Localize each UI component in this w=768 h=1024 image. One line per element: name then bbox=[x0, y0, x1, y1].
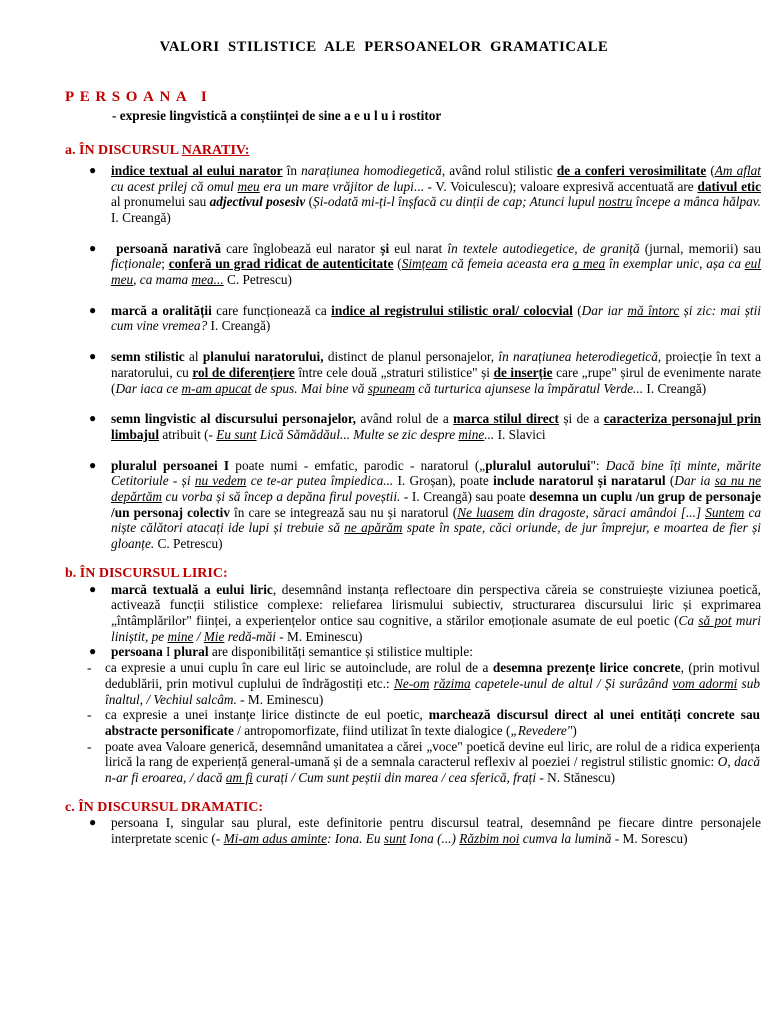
text-run: I. Creangă) bbox=[643, 380, 707, 396]
text-run: persoana I, singular sau plural, este definitorie pentru discursul teatral, desemnând pe fiecare dintre personajele interpretate scenic (- bbox=[111, 815, 761, 847]
text-run: era un mare vrăjitor de lupi bbox=[259, 178, 414, 194]
persona-heading: PERSOANA I bbox=[65, 88, 213, 105]
bullet-icon: ● bbox=[89, 162, 97, 177]
dash-marker: - bbox=[87, 738, 92, 754]
text-run: I bbox=[162, 644, 174, 660]
text-run: ca expresie a unui cuplu în care eul liric se autoinclude, are rolul de a bbox=[105, 660, 493, 676]
text-run: Dar iar bbox=[581, 302, 628, 318]
text-run: desemna prezențe lirice concrete bbox=[492, 660, 681, 676]
text-run: din dragoste, săraci amândoi [...] bbox=[513, 504, 706, 520]
text-run: și bbox=[380, 240, 390, 256]
text-run: / bbox=[193, 628, 204, 644]
bullet-icon: ● bbox=[89, 240, 97, 255]
list-item bbox=[0, 163, 768, 226]
text-run: semn stilistic bbox=[111, 349, 185, 365]
text-run: și de a bbox=[558, 411, 604, 427]
text-run: , (prin motivul dedublării, prin motivul cuplului de îndrăgostiți etc.: bbox=[105, 660, 760, 691]
list-item bbox=[0, 241, 768, 288]
text-run: că turturica ajunsese la împăratul Verde... bbox=[414, 380, 644, 396]
text-run: persoana bbox=[111, 644, 163, 660]
section-heading-dramatic: c. ÎN DISCURSUL DRAMATIC: bbox=[65, 799, 264, 815]
text-run: meu bbox=[237, 178, 260, 194]
text-run: - N. Stănescu) bbox=[536, 770, 616, 786]
text-run: sa nu ne depărtăm bbox=[111, 473, 761, 505]
text-run: ca expresie a unei instanțe lirice distincte de eul poetic, bbox=[105, 707, 429, 723]
text-run: marca stilul direct bbox=[453, 411, 559, 427]
text-run: ( bbox=[665, 473, 675, 489]
text-run: Iona (...) bbox=[406, 831, 460, 847]
text-run: redă-măi bbox=[224, 628, 276, 644]
text-run: al bbox=[184, 349, 203, 365]
text-run: în bbox=[282, 162, 302, 178]
list-item bbox=[0, 303, 768, 334]
text-run: având rolul de a bbox=[355, 411, 454, 427]
text-run: poate avea Valoare generică, desemnând umanitatea a cărei „voce" poetică devine eul liric, are rolul de a ridica experiența lirică la rang de experiență general-umană și de a semnala caracterul reflexiv al poeziei / registrul stilistic gnomic: bbox=[105, 738, 760, 770]
text-run: - M. Eminescu) bbox=[236, 691, 324, 707]
dash-item bbox=[0, 739, 768, 786]
text-run: și zic: mai știi cum vine vremea? bbox=[111, 302, 761, 334]
text-run: - I. Creangă) sau poate bbox=[400, 489, 530, 505]
text-run: care „rupe" șirul de evenimente narate ( bbox=[111, 364, 761, 396]
text-run: nu vedem bbox=[194, 473, 247, 489]
text-run: al pronumelui sau bbox=[111, 194, 210, 210]
bullet-icon: ● bbox=[89, 349, 97, 364]
dash-item bbox=[0, 660, 768, 707]
text-run: că femeia aceasta era bbox=[447, 256, 573, 272]
text-run: adjectivul posesiv bbox=[209, 194, 306, 210]
text-run: cu vorba și să încep a depăna firul poveștii. bbox=[161, 489, 401, 505]
text-run: I. Slavici bbox=[494, 426, 546, 442]
dash-marker: - bbox=[87, 707, 92, 723]
text-run: I. Creangă) bbox=[207, 318, 271, 334]
text-run: nostru bbox=[598, 194, 633, 210]
text-run: O, dacă n-ar fi eroarea, / dacă bbox=[105, 754, 760, 786]
list-item bbox=[0, 411, 768, 442]
text-run: să pot bbox=[698, 612, 732, 628]
text-run: spate în spate, căci oriunde, de jur împrejur, e moartea de fier și gloanțe. bbox=[111, 520, 761, 552]
text-run: (jurnal, memorii) sau bbox=[639, 240, 761, 256]
section-heading-liric: b. ÎN DISCURSUL LIRIC: bbox=[65, 565, 228, 581]
text-run: ( bbox=[572, 302, 582, 318]
text-run: indice al registrului stilistic oral/ colocvial bbox=[331, 302, 573, 318]
bullet-icon: ● bbox=[89, 302, 97, 317]
text-run: de a conferi verosimilitate bbox=[556, 162, 707, 178]
bullet-icon: ● bbox=[89, 457, 97, 472]
list-item bbox=[0, 458, 768, 552]
text-run: , desemnând instanța reflectoare din perspectiva căreia se construiește viziunea poetică, activează funcții stilistice complexe: reliefarea lirismului subiectiv, structurarea discursului liric și exprimarea „întâmplărilor" ființei, a experiențelor ontice sau cognitive, a stărilor emoționale asumate de eul poetic ( bbox=[111, 581, 761, 628]
bullet-icon: ● bbox=[89, 411, 97, 426]
text-run: mă întorc bbox=[627, 302, 680, 318]
text-run: Suntem bbox=[705, 504, 745, 520]
text-run: , ca mama bbox=[133, 272, 192, 288]
text-run: persoană narativă bbox=[116, 240, 221, 256]
section-heading-narativ bbox=[65, 143, 768, 159]
text-run: - M. Eminescu) bbox=[275, 628, 363, 644]
dash-marker: - bbox=[87, 660, 92, 676]
text-run: pluralul persoanei I bbox=[111, 457, 230, 473]
text-run: , având rolul stilistic bbox=[441, 162, 557, 178]
text-run: Am aflat bbox=[714, 162, 762, 178]
text-run: ca niște călători atacați ide lupi și trebuie să bbox=[111, 504, 762, 536]
text-run: Mi-am adus aminte bbox=[223, 831, 328, 847]
text-run: sunt bbox=[383, 831, 407, 847]
text-run: distinct de planul personajelor, bbox=[323, 349, 499, 365]
text-run: Eu sunt bbox=[216, 426, 257, 442]
text-run: începe a mânca hălpav. bbox=[632, 194, 761, 210]
text-run: cu acest prilej că omul bbox=[111, 178, 238, 194]
section-heading-underlined: NARATIV: bbox=[181, 143, 250, 159]
text-run: vom adormi bbox=[672, 675, 738, 691]
text-run: ) bbox=[572, 722, 577, 738]
text-run: mine bbox=[167, 628, 194, 644]
text-run: m-am apucat bbox=[181, 380, 252, 396]
text-run: Ca bbox=[678, 612, 699, 628]
text-run: I. Creangă) bbox=[111, 209, 171, 225]
text-run: care funcționează ca bbox=[211, 302, 332, 318]
text-run: Și-odată mi-ți-l înșfacă cu dinții de cap; Atunci lupul bbox=[313, 194, 599, 210]
text-run: ... bbox=[484, 426, 495, 442]
text-run: Dar iaca ce bbox=[115, 380, 182, 396]
text-run: Simțeam bbox=[401, 256, 448, 272]
text-run: plural bbox=[173, 644, 209, 660]
text-run: rol de diferențiere bbox=[192, 364, 295, 380]
text-run: planului naratorului, bbox=[202, 349, 324, 365]
list-item bbox=[0, 644, 768, 660]
text-run: Lică Sămădăul... Multe se zic despre bbox=[256, 426, 459, 442]
text-run: Ne-om bbox=[393, 675, 430, 691]
text-run: mine bbox=[458, 426, 485, 442]
text-run: mea... bbox=[191, 272, 224, 288]
text-run: poate numi - emfatic, parodic - naratorul („ bbox=[229, 457, 486, 473]
text-run: Răzbim noi bbox=[459, 831, 520, 847]
text-run: în exemplar unic, așa ca bbox=[605, 256, 745, 272]
text-run: în care se integrează sau nu și naratorul ( bbox=[229, 504, 458, 520]
text-run: are disponibilități semantice și stilistice multiple: bbox=[208, 644, 473, 660]
text-run: capetele-unul de altul / Și surâzând bbox=[470, 675, 673, 691]
text-run: Dacă bine îți minte, mărite Cetitoriule - și bbox=[111, 457, 762, 489]
text-run: include naratorul și naratarul bbox=[493, 473, 666, 489]
text-run: caracteriza personajul prin limbajul bbox=[111, 411, 761, 442]
text-run: conferă un grad ridicat de autenticitate bbox=[168, 256, 394, 272]
text-run: I. Groșan), poate bbox=[393, 473, 494, 489]
text-run: ( bbox=[706, 162, 715, 178]
persona-subtitle: - expresie lingvistică a conștiinței de sine a e u l u i rostitor bbox=[112, 108, 442, 124]
text-run: ne apărăm bbox=[344, 520, 403, 536]
text-run: în textele autodiegetice, de graniță bbox=[447, 240, 640, 256]
text-run: sub înaltul, / Vechiul salcâm. bbox=[105, 675, 760, 707]
text-run: Dar ia bbox=[674, 473, 715, 489]
text-run: eul narat bbox=[389, 240, 448, 256]
text-run: ( bbox=[393, 256, 402, 272]
list-item bbox=[0, 349, 768, 396]
text-run: între cele două „straturi stilistice" și bbox=[294, 364, 494, 380]
text-run: ... - V. Voiculescu); valoare expresivă accentuată are bbox=[413, 178, 698, 194]
text-run: C. Petrescu) bbox=[223, 272, 292, 288]
text-run: marcă a oralității bbox=[111, 302, 212, 318]
text-run: spuneam bbox=[367, 380, 415, 396]
text-run: / antropomorfizate, fiind utilizat în texte dialogice ( bbox=[233, 722, 511, 738]
dash-item bbox=[0, 707, 768, 738]
text-run: răzima bbox=[433, 675, 471, 691]
bullet-icon: ● bbox=[89, 644, 97, 659]
bullet-icon: ● bbox=[89, 815, 97, 830]
text-run: ( bbox=[305, 194, 314, 210]
text-run: ; bbox=[161, 256, 169, 272]
text-run: eul meu bbox=[111, 256, 761, 288]
text-run: semn lingvistic al discursului personajelor, bbox=[111, 411, 356, 427]
text-run: care înglobează eul narator bbox=[221, 240, 381, 256]
list-item bbox=[0, 815, 768, 846]
page-title: VALORI STILISTICE ALE PERSOANELOR GRAMATICALE bbox=[159, 39, 609, 55]
text-run: dativul etic bbox=[697, 178, 762, 194]
text-run: în narațiunea heterodiegetică bbox=[498, 349, 658, 365]
bullet-icon: ● bbox=[89, 581, 97, 596]
text-run: , proiecție în text a naratorului, cu bbox=[111, 349, 761, 380]
bold-term: indice textual al eului narator bbox=[111, 162, 283, 178]
text-run: - M. Sorescu) bbox=[611, 831, 688, 847]
text-run: de inserție bbox=[493, 364, 553, 380]
text-run: „Revedere" bbox=[510, 722, 573, 738]
text-run: narațiunea homodiegetică bbox=[301, 162, 442, 178]
text-run: de spus. Mai bine vă bbox=[251, 380, 368, 396]
text-run: muri liniștit, pe bbox=[111, 612, 761, 644]
text-run: desemna un cuplu /un grup de personaje /un personaj colectiv bbox=[111, 489, 761, 520]
text-run: C. Petrescu) bbox=[154, 536, 223, 552]
text-run: marchează discursul direct al unei entități concrete sau abstracte personificate bbox=[105, 707, 760, 738]
text-run: ": bbox=[590, 457, 606, 473]
text-run: ficționale bbox=[111, 256, 162, 272]
text-run: cumva la lumină bbox=[519, 831, 612, 847]
list-item bbox=[0, 582, 768, 645]
text-run: : Iona. Eu bbox=[327, 831, 384, 847]
text-run: Mie bbox=[203, 628, 225, 644]
text-run: marcă textuală a eului liric bbox=[111, 581, 273, 597]
text-run: atribuit (- bbox=[159, 426, 217, 442]
text-run: a mea bbox=[572, 256, 606, 272]
text-run: Ne luasem bbox=[457, 504, 514, 520]
text-run: pluralul autorului bbox=[485, 457, 591, 473]
text-run: am fi bbox=[225, 770, 253, 786]
text-run: ce te-ar putea împiedica... bbox=[246, 473, 394, 489]
section-prefix: a. ÎN DISCURSUL bbox=[65, 143, 182, 159]
text-run: curați / Cum sunt peștii din marea / cea sferică, frați bbox=[252, 770, 537, 786]
